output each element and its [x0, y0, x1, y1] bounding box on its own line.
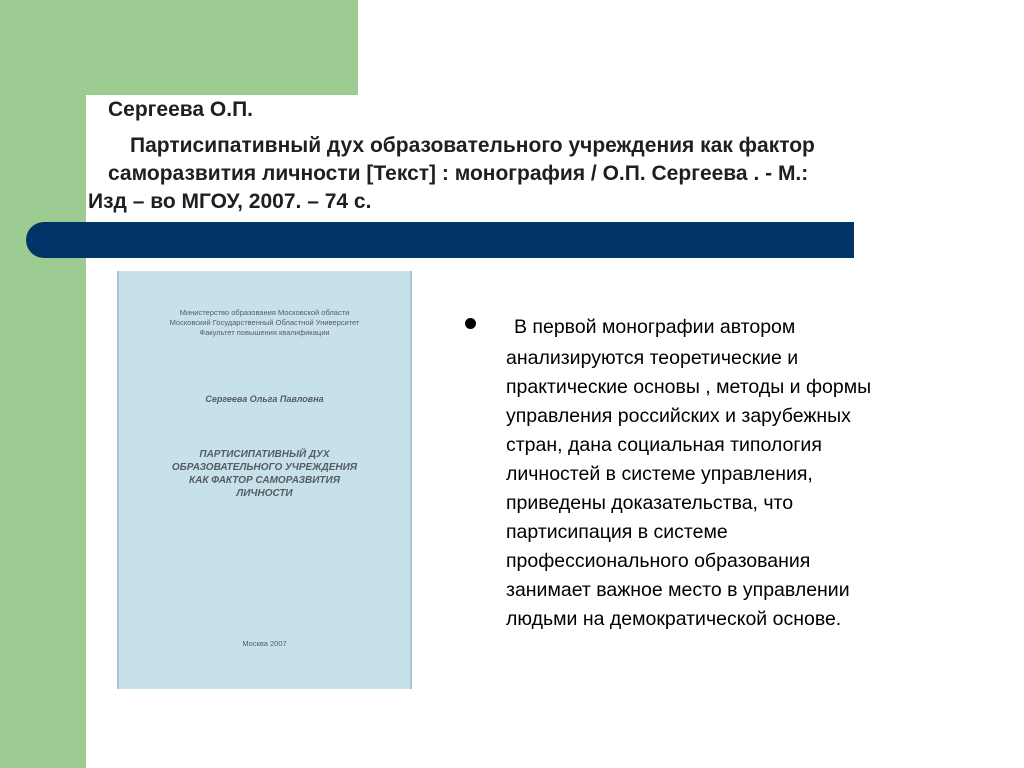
bullet-line-6: личностей в системе управления,	[506, 463, 813, 485]
bullet-line-7: приведены доказательства, что	[506, 492, 794, 514]
book-header-line-2: Московский Государственный Областной Университет	[169, 318, 360, 327]
bullet-line-11: людьми на демократической основе.	[506, 608, 842, 630]
book-header-line-3: Факультет повышения квалификации	[199, 328, 330, 337]
bullet-line-2: анализируются теоретические и	[506, 347, 799, 369]
green-side-stripe	[0, 0, 86, 768]
bullet-line-5: стран, дана социальная типология	[506, 434, 822, 456]
book-title-line-4: ЛИЧНОСТИ	[236, 488, 293, 499]
bullet-line-8: партисипация в системе	[506, 521, 728, 543]
bullet-icon	[465, 318, 476, 329]
title-line-2: саморазвития личности [Текст] : монография / О.П. Сергеева . - М.:	[108, 162, 809, 185]
book-author: Сергеева Ольга Павловна	[205, 394, 324, 404]
book-city-year: Москва 2007	[242, 639, 287, 648]
navy-divider-bar	[26, 222, 854, 258]
title-line-1: Партисипативный дух образовательного учреждения как фактор	[130, 134, 815, 157]
bullet-line-1: В первой монографии автором	[514, 316, 796, 338]
book-header-line-1: Министерство образования Московской области	[179, 308, 350, 317]
bullet-line-9: профессионального образования	[506, 550, 811, 572]
green-top-block	[0, 0, 358, 95]
title-line-3: Изд – во МГОУ, 2007. – 74 с.	[88, 190, 372, 213]
bullet-line-4: управления российских и зарубежных	[506, 405, 851, 427]
bullet-line-3: практические основы , методы и формы	[506, 376, 872, 398]
title-author: Сергеева О.П.	[108, 98, 254, 121]
book-title-line-3: КАК ФАКТОР САМОРАЗВИТИЯ	[188, 475, 341, 486]
book-title-line-1: ПАРТИСИПАТИВНЫЙ ДУХ	[199, 449, 330, 460]
bullet-line-10: занимает важное место в управлении	[506, 579, 850, 601]
book-title-line-2: ОБРАЗОВАТЕЛЬНОГО УЧРЕЖДЕНИЯ	[171, 462, 358, 473]
book-cover-image	[117, 271, 412, 689]
